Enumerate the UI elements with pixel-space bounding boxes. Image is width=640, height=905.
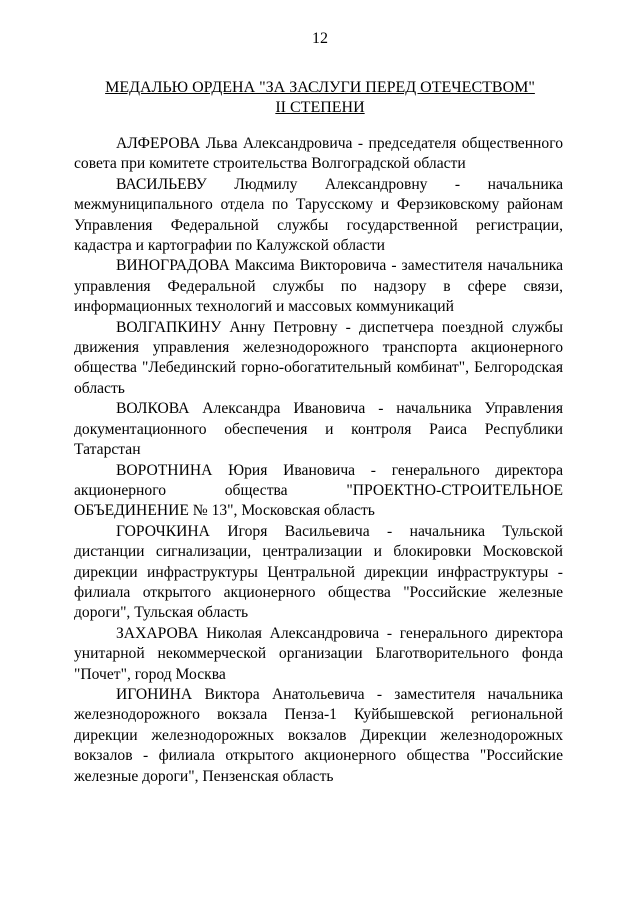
award-entry: ИГОНИНА Виктора Анатольевича - заместителя начальника железнодорожного вокзала Пенза-1 Куйбышевской региональной дирекции железнодорожных вокзалов Дирекции железнодорожных вокзалов - филиала открытого акционерного общества "Российские железные дороги", Пензенская область — [74, 685, 563, 785]
award-entry: ВАСИЛЬЕВУ Людмилу Александровну - начальника межмуниципального отдела по Тарусскому и Ферзиковскому районам Управления Федеральной службы государственной регистрации, кадастра и картографии по Калужской области — [74, 175, 563, 255]
page-number: 12 — [312, 30, 328, 47]
award-entry: АЛФЕРОВА Льва Александровича - председателя общественного совета при комитете строительства Волгоградской области — [74, 135, 563, 173]
heading-line-2: II СТЕПЕНИ — [275, 99, 365, 116]
award-entry: ВОЛГАПКИНУ Анну Петровну - диспетчера поездной службы движения управления железнодорожного транспорта акционерного общества "Лебединский горно-обогатительный комбинат", Белгородская область — [74, 318, 563, 397]
award-entry: ЗАХАРОВА Николая Александровича - генерального директора унитарной некоммерческой организации Благотворительного фонда "Почет", город Москва — [74, 624, 563, 683]
award-entry: ГОРОЧКИНА Игоря Васильевича - начальника Тульской дистанции сигнализации, централизации и блокировки Московской дирекции инфраструктуры Центральной дирекции инфраструктуры - филиала открытого акционерного общества "Российские железные дороги", Тульская область — [74, 522, 563, 622]
award-entry: ВОЛКОВА Александра Ивановича - начальника Управления документационного обеспечения и контроля Раиса Республики Татарстан — [74, 400, 563, 459]
award-list — [74, 134, 563, 787]
section-heading — [60, 78, 580, 118]
heading-line-1: МЕДАЛЬЮ ОРДЕНА "ЗА ЗАСЛУГИ ПЕРЕД ОТЕЧЕСТВОМ" — [105, 79, 535, 96]
award-entry: ВОРОТНИНА Юрия Ивановича - генерального директора акционерного общества "ПРОЕКТНО-СТРОИТЕЛЬНОЕ ОБЪЕДИНЕНИЕ № 13", Московская область — [74, 461, 563, 520]
award-entry: ВИНОГРАДОВА Максима Викторовича - заместителя начальника управления Федеральной службы по надзору в сфере связи, информационных технологий и массовых коммуникаций — [74, 257, 563, 316]
